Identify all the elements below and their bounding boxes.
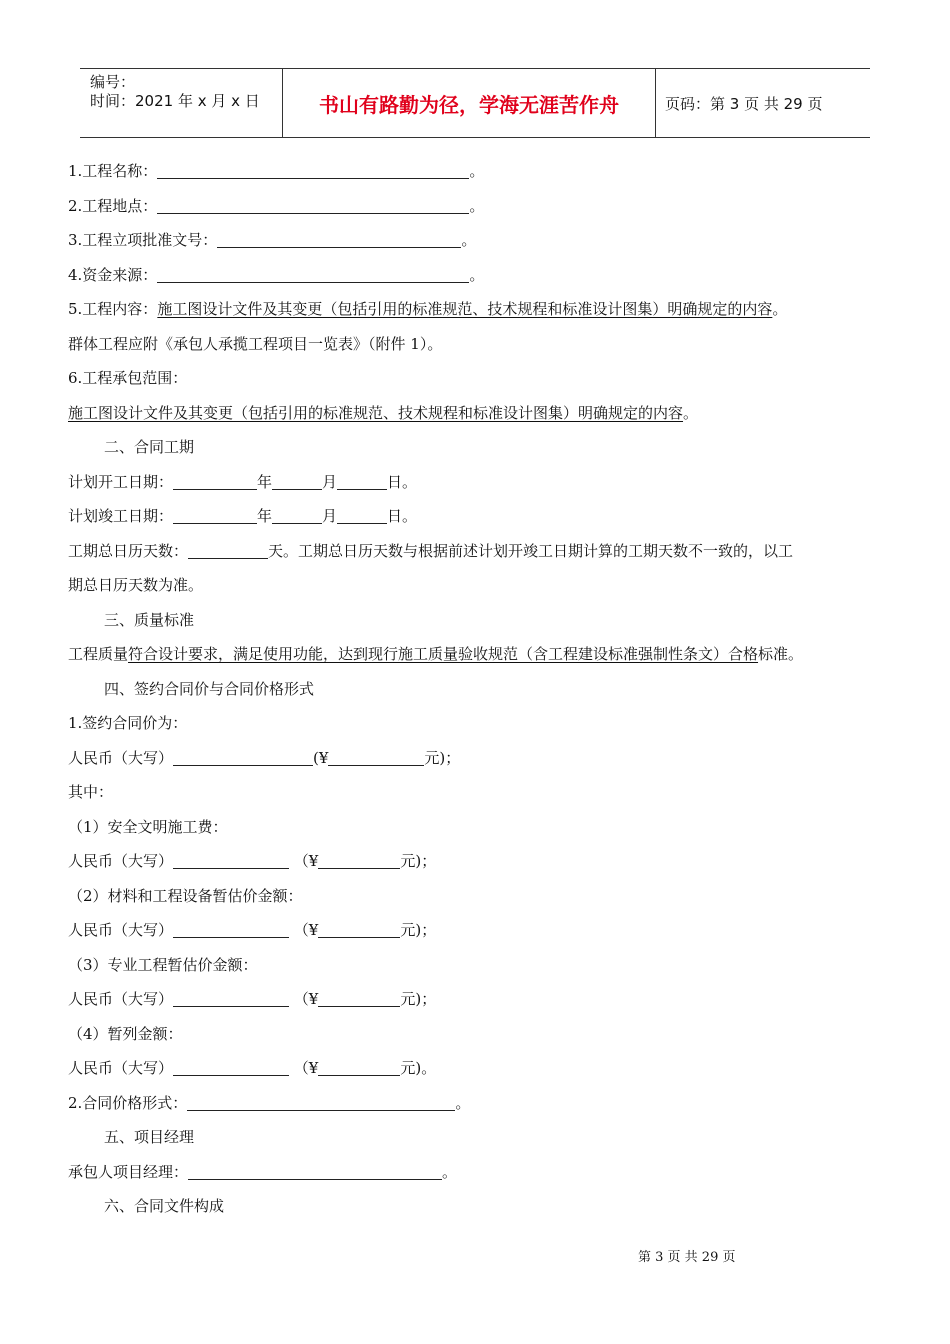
material-estimate-words-blank[interactable]	[173, 921, 289, 938]
finish-month-blank[interactable]	[272, 507, 322, 524]
quality-standard-text: 符合设计要求，满足使用功能，达到现行施工质量验收规范（含工程建设标准强制性条文）合格	[128, 645, 759, 663]
contract-scope-heading: 6.工程承包范围：	[68, 369, 188, 387]
provisional-sum-words-blank[interactable]	[173, 1059, 289, 1076]
approval-number-blank[interactable]	[217, 231, 461, 248]
finish-day-blank[interactable]	[337, 507, 387, 524]
specialty-estimate-amount-blank[interactable]	[318, 990, 400, 1007]
section-heading-period: 二、合同工期	[104, 438, 195, 456]
contract-price-line: 人民币（大写） (¥ 元)；	[68, 749, 461, 767]
group-project-note: 群体工程应附《承包人承揽工程项目一览表》（附件 1）。	[68, 335, 443, 353]
planned-finish-line: 计划竣工日期： 年 月 日。	[68, 507, 418, 525]
project-name-blank[interactable]	[157, 162, 469, 179]
finish-year-blank[interactable]	[173, 507, 257, 524]
quality-standard-line: 工程质量符合设计要求，满足使用功能，达到现行施工质量验收规范（含工程建设标准强制性条文）合格标准。	[68, 645, 804, 663]
funding-source-blank[interactable]	[157, 266, 469, 283]
contract-price-words-blank[interactable]	[173, 749, 313, 766]
planned-start-line: 计划开工日期： 年 月 日。	[68, 473, 418, 491]
header-page-number: 页码：第 3 页 共 29 页	[665, 94, 823, 113]
project-content-line: 5.工程内容：施工图设计文件及其变更（包括引用的标准规范、技术规程和标准设计图集）明确规定的内容。	[68, 300, 788, 318]
document-date: 时间：2021 年 x 月 x 日	[90, 92, 260, 110]
total-days-continued: 期总日历天数为准。	[68, 576, 204, 594]
start-month-blank[interactable]	[272, 473, 322, 490]
header-motto: 书山有路勤为径，学海无涯苦作舟	[283, 69, 656, 137]
project-content-text: 施工图设计文件及其变更（包括引用的标准规范、技术规程和标准设计图集）明确规定的内容	[157, 300, 773, 318]
total-days-line: 工期总日历天数： 天。工期总日历天数与根据前述计划开竣工日期计算的工期天数不一致的，以工	[68, 542, 794, 560]
provisional-sum-line: 人民币（大写） （¥ 元)。	[68, 1059, 437, 1077]
safety-fee-amount-blank[interactable]	[318, 852, 400, 869]
material-estimate-line: 人民币（大写） （¥ 元)；	[68, 921, 437, 939]
section-heading-manager: 五、项目经理	[104, 1128, 195, 1146]
price-form-blank[interactable]	[187, 1094, 455, 1111]
provisional-sum-amount-blank[interactable]	[318, 1059, 400, 1076]
total-days-blank[interactable]	[188, 542, 268, 559]
contract-scope-text: 施工图设计文件及其变更（包括引用的标准规范、技术规程和标准设计图集）明确规定的内容	[68, 404, 684, 422]
page-footer: 第 3 页 共 29 页	[638, 1250, 736, 1265]
safety-fee-words-blank[interactable]	[173, 852, 289, 869]
material-estimate-amount-blank[interactable]	[318, 921, 400, 938]
contract-price-amount-blank[interactable]	[328, 749, 424, 766]
start-year-blank[interactable]	[173, 473, 257, 490]
material-estimate-heading: （2）材料和工程设备暂估价金额：	[68, 887, 303, 905]
funding-source-line: 4.资金来源： 。	[68, 266, 485, 284]
specialty-estimate-heading: （3）专业工程暂估价金额：	[68, 956, 258, 974]
page-header	[80, 68, 870, 138]
project-manager-line: 承包人项目经理： 。	[68, 1163, 458, 1181]
specialty-estimate-words-blank[interactable]	[173, 990, 289, 1007]
document-number-label: 编号：	[90, 73, 136, 91]
provisional-sum-heading: （4）暂列金额：	[68, 1025, 183, 1043]
specialty-estimate-line: 人民币（大写） （¥ 元)；	[68, 990, 437, 1008]
section-heading-quality: 三、质量标准	[104, 611, 195, 629]
section-heading-price: 四、签约合同价与合同价格形式	[104, 680, 315, 698]
price-form-line: 2.合同价格形式： 。	[68, 1094, 471, 1112]
safety-fee-heading: （1）安全文明施工费：	[68, 818, 228, 836]
section-heading-documents: 六、合同文件构成	[104, 1197, 225, 1215]
approval-number-line: 3.工程立项批准文号： 。	[68, 231, 477, 249]
project-name-line: 1.工程名称： 。	[68, 162, 485, 180]
contract-price-heading: 1.签约合同价为：	[68, 714, 188, 732]
contract-scope-line: 施工图设计文件及其变更（包括引用的标准规范、技术规程和标准设计图集）明确规定的内容。	[68, 404, 699, 422]
project-location-blank[interactable]	[157, 197, 469, 214]
among-label: 其中：	[68, 783, 114, 801]
start-day-blank[interactable]	[337, 473, 387, 490]
project-location-line: 2.工程地点： 。	[68, 197, 485, 215]
safety-fee-line: 人民币（大写） （¥ 元)；	[68, 852, 437, 870]
project-manager-blank[interactable]	[188, 1163, 442, 1180]
header-meta	[80, 69, 283, 137]
